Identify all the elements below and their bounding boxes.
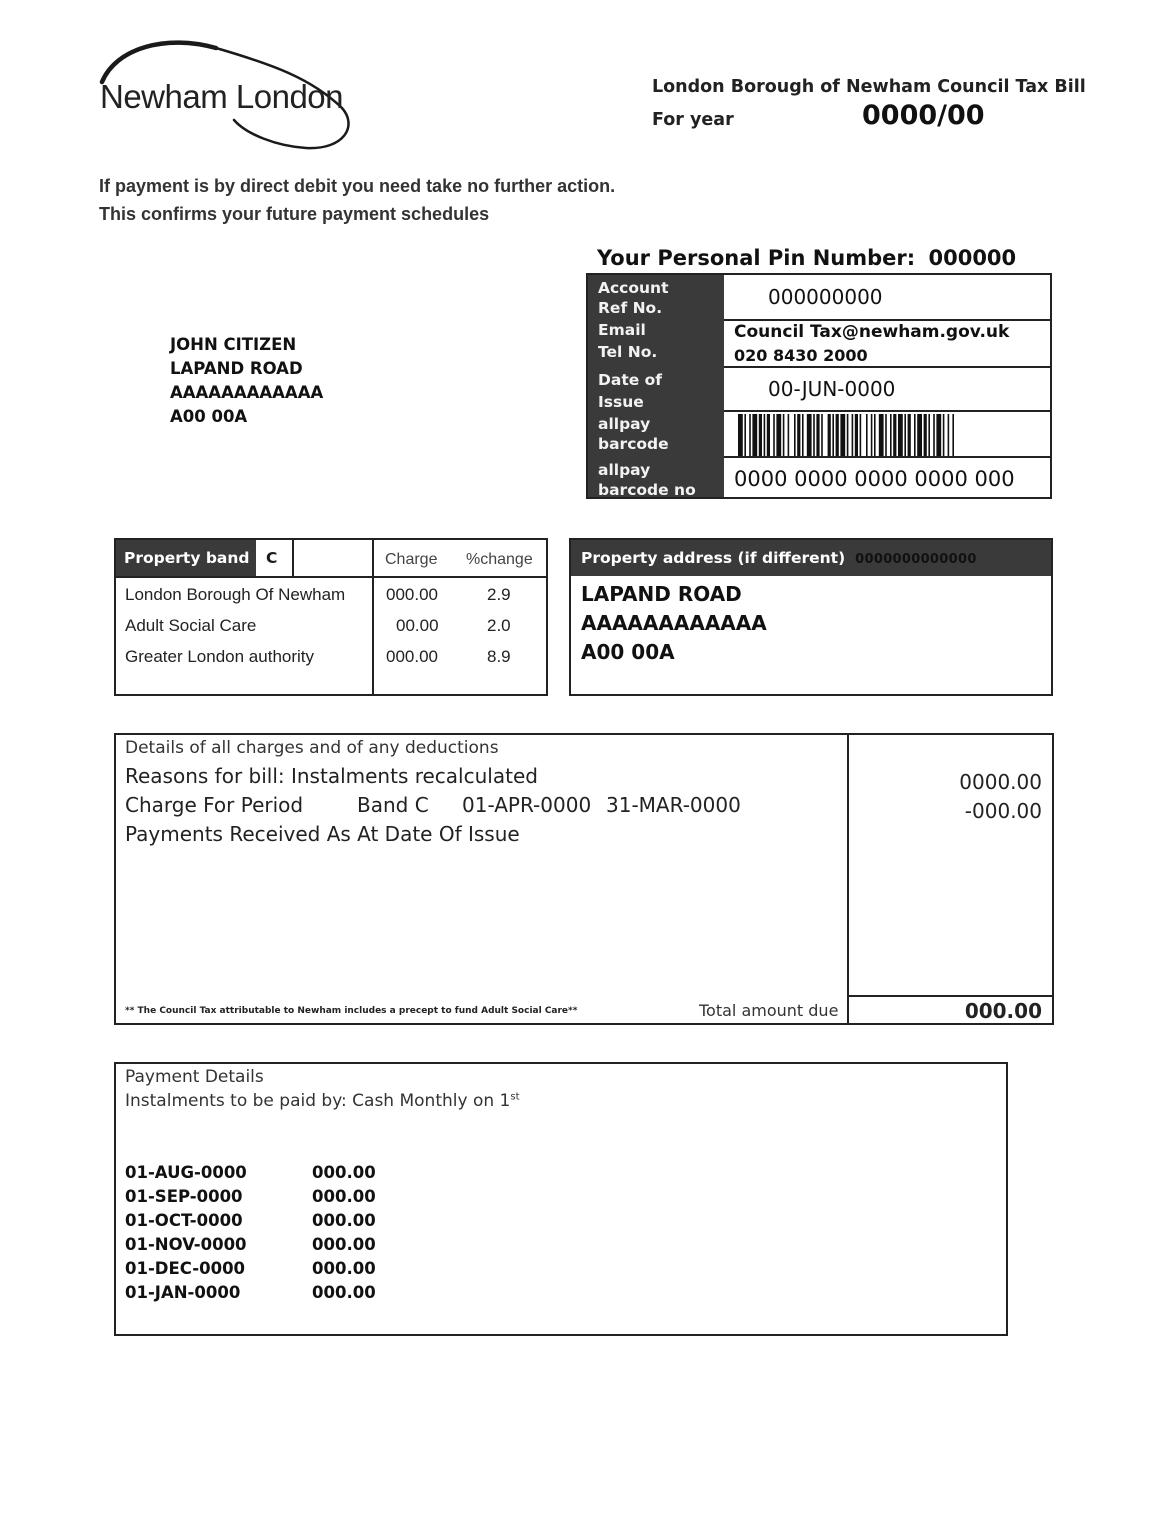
recipient-line2: AAAAAAAAAAAA [170,383,324,402]
divider [847,995,1052,997]
payment-heading: Payment Details [125,1067,264,1087]
divider [724,410,1050,412]
barcode-bar [936,414,941,456]
barcode-bar [948,414,950,456]
account-label-column [588,275,724,497]
bill-title: London Borough of Newham Council Tax Bill [652,77,1086,97]
charges-heading: Details of all charges and of any deductions [125,738,499,758]
band-row-change: 2.9 [487,585,511,604]
charge-header: Charge [385,551,438,568]
barcode-bar [813,414,815,456]
instalment-amount: 000.00 [312,1187,376,1206]
barcode-bar [860,414,862,456]
property-band-value: C [266,549,278,567]
band-row-charge: 000.00 [386,585,438,604]
barcode-bar [807,414,812,456]
instalment-amount: 000.00 [312,1235,376,1254]
barcode-bar [933,414,935,456]
instalment-date: 01-NOV-0000 [125,1235,247,1254]
barcode-bar [855,414,858,456]
barcode-bar [871,414,873,456]
barcode-bar [874,414,876,456]
instalment-method [125,1091,520,1111]
barcode-bar [816,414,819,456]
logo-text: Newham London [100,78,343,115]
barcode-bar [767,414,770,456]
barcode-no-label-2: barcode no [598,481,696,499]
property-address-label: Property address (if different) [581,549,846,567]
direct-debit-note: If payment is by direct debit you need take no further action. This confirms your future payment schedules [99,176,616,224]
band-row-charge: 000.00 [386,647,438,666]
charges-details-box [114,733,1054,1025]
charge-period-end: 31-MAR-0000 [606,793,741,817]
instalment-date: 01-SEP-0000 [125,1187,243,1206]
barcode-bar [764,414,766,456]
charge-period-start: 01-APR-0000 [462,793,592,817]
recipient-address [170,333,323,429]
band-row-name: Greater London authority [125,647,315,666]
barcode-bar [797,414,800,456]
divider [724,456,1050,458]
barcode-bar [943,414,945,456]
band-row-name: Adult Social Care [125,616,257,635]
allpay-barcode [738,414,1032,456]
recipient-postcode: A00 00A [170,407,248,426]
instalment-date: 01-JAN-0000 [125,1283,241,1302]
for-year-label: For year [652,110,734,130]
newham-logo [96,38,356,156]
pin-label: Your Personal Pin Number: [597,246,916,270]
band-row-charge: 00.00 [396,616,439,635]
recipient-name: JOHN CITIZEN [170,335,297,354]
recipient-line1: LAPAND ROAD [170,359,303,378]
barcode-bar [885,414,887,456]
account-ref-label-1: Account [598,279,669,297]
barcode-bar [836,414,839,456]
instalment-amount: 000.00 [312,1163,376,1182]
account-ref-value: 000000000 [768,285,883,309]
pin-value: 000000 [928,246,1017,270]
divider [847,735,849,1023]
property-address-box [569,538,1053,696]
instalment-amount: 000.00 [312,1259,376,1278]
barcode-bar [749,414,751,456]
instalment-text: Instalments to be paid by: Cash Monthly on 1 [125,1091,511,1111]
barcode-bar [847,414,849,456]
divider [292,540,294,576]
barcode-bar [832,414,834,456]
charge-amount: 0000.00 [959,770,1042,794]
barcode-bar [879,414,884,456]
barcode-bar [893,414,896,456]
instalment-sup: st [510,1091,520,1103]
instalment-date: 01-DEC-0000 [125,1259,246,1278]
property-band-table [114,538,548,696]
issue-label-1: Date of [598,371,663,389]
divider [724,366,1050,368]
issue-label-2: Issue [598,393,644,411]
barcode-bar [866,414,868,456]
barcode-bar [794,414,796,456]
instalment-date: 01-OCT-0000 [125,1211,243,1230]
barcode-bar [928,414,930,456]
total-amount-value: 000.00 [964,999,1042,1023]
total-amount-label: Total amount due [699,1001,839,1020]
barcode-bar [904,414,906,456]
barcode-label: allpay barcode [598,415,669,453]
barcode-bar [952,414,954,456]
barcode-bar [828,414,831,456]
charge-period-band: Band C [357,793,429,817]
divider [724,319,1050,321]
year-value: 0000/00 [862,100,985,131]
issue-date-value: 00-JUN-0000 [768,377,896,401]
instalment-amount: 000.00 [312,1283,376,1302]
barcode-bar [914,414,916,456]
barcode-bar [759,414,762,456]
instalment-amount: 000.00 [312,1211,376,1230]
payment-details-box [114,1062,1008,1336]
barcode-bar [788,414,790,456]
band-row-name: London Borough Of Newham [125,585,346,604]
barcode-number-value: 0000 0000 0000 0000 000 [734,467,1015,491]
bill-reason: Reasons for bill: Instalments recalculated [125,764,538,788]
barcode-bar [908,414,911,456]
payment-amount: -000.00 [964,799,1042,823]
property-reference: 0000000000000 [855,552,977,567]
payments-received-label: Payments Received As At Date Of Issue [125,822,520,846]
account-details-box [586,273,1052,499]
barcode-bar [852,414,854,456]
barcode-bar [783,414,785,456]
property-band-label: Property band [116,540,256,576]
tel-value: 020 8430 2000 [734,346,868,365]
property-address-header [571,540,1051,576]
change-header: %change [466,551,533,568]
barcode-bar [738,414,743,456]
charge-period-label: Charge For Period [125,793,304,817]
barcode-no-label-1: allpay [598,461,651,479]
barcode-bar [924,414,927,456]
personal-pin [597,246,1016,270]
barcode-bar [802,414,804,456]
barcode-bar [840,414,845,456]
barcode-bar [773,414,775,456]
barcode-bar [890,414,892,456]
tel-label: Tel No. [598,343,658,361]
barcode-bar [776,414,781,456]
email-value: Council Tax@newham.gov.uk [734,322,1010,342]
adult-social-care-footnote: ** The Council Tax attributable to Newham includes a precept to fund Adult Social Care** [125,1006,578,1016]
barcode-bar [744,414,746,456]
divider [116,576,546,578]
barcode-bar [821,414,823,456]
divider [372,540,374,694]
email-label: Email [598,321,646,339]
barcode-bar [752,414,757,456]
instalment-date: 01-AUG-0000 [125,1163,247,1182]
barcode-bar [917,414,922,456]
band-row-change: 8.9 [487,647,511,666]
property-address-line1: LAPAND ROAD [581,582,742,606]
barcode-bar [898,414,903,456]
property-address-line2: AAAAAAAAAAAA [581,611,767,635]
account-ref-label-2: Ref No. [598,299,663,317]
property-address-postcode: A00 00A [581,640,675,664]
band-row-change: 2.0 [487,616,511,635]
